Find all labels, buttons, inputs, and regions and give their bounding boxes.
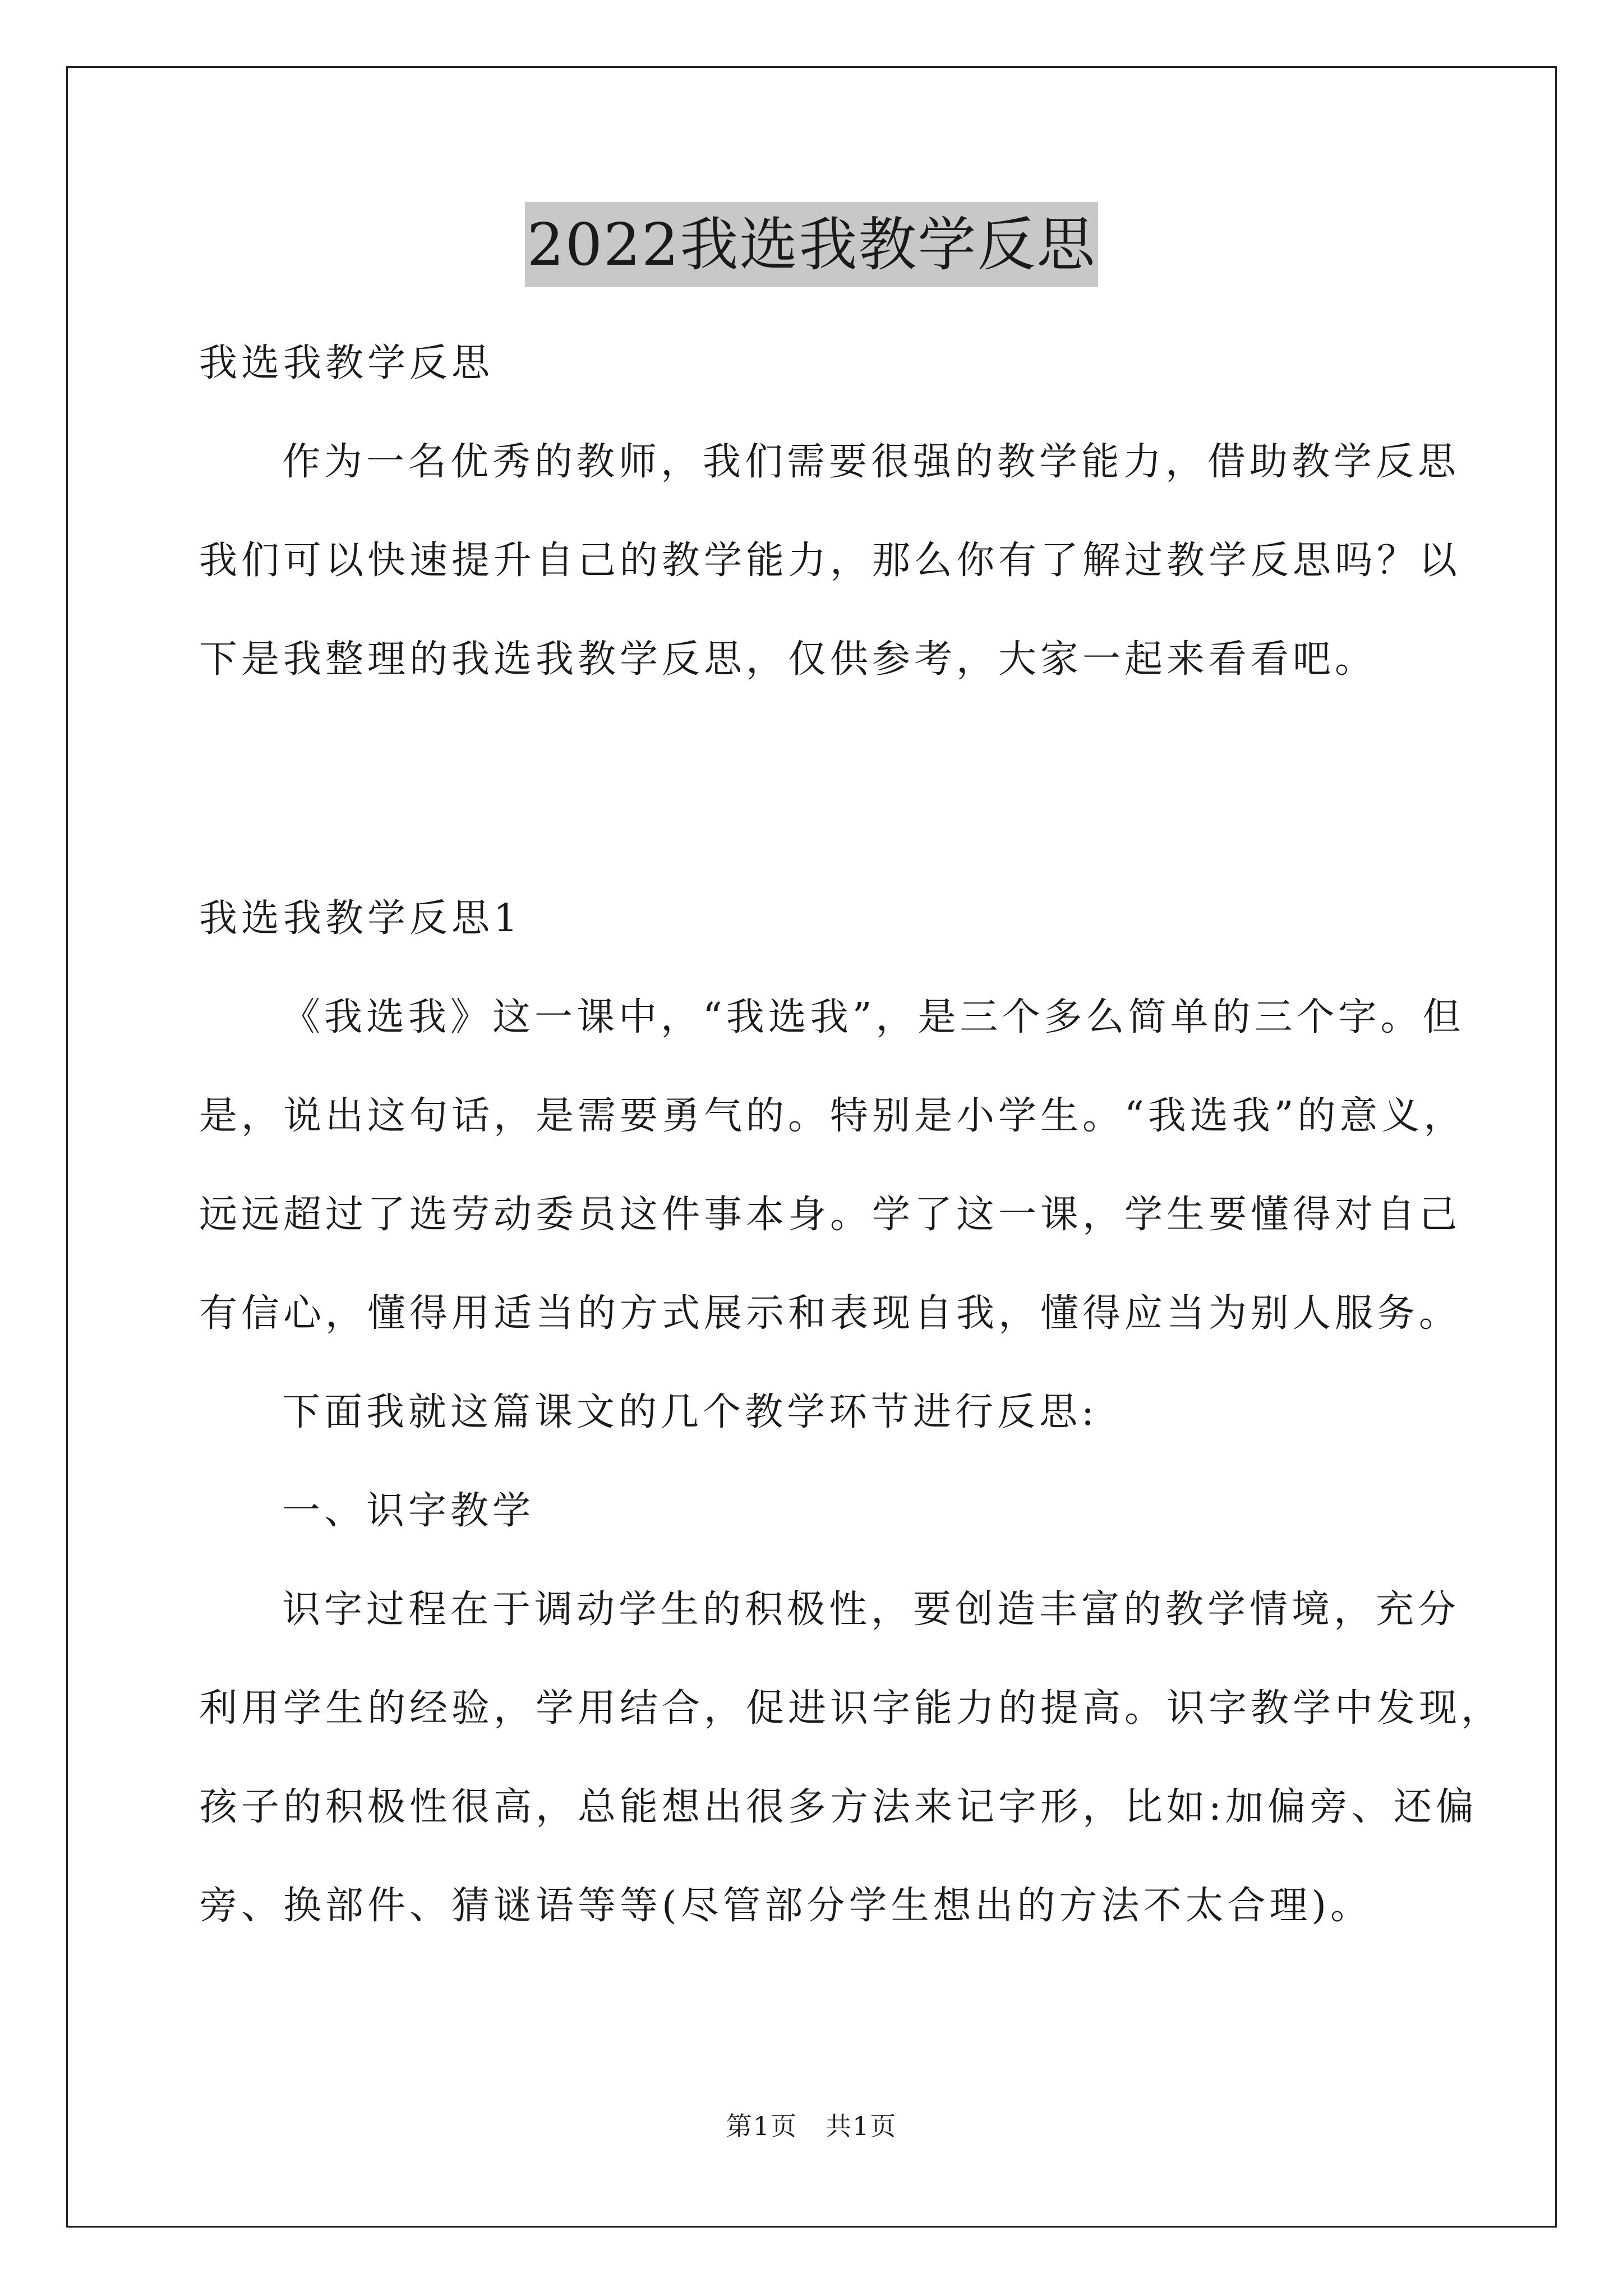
body-line: 旁、换部件、猜谜语等等(尽管部分学生想出的方法不太合理)。	[199, 1884, 1373, 1928]
intro-line: 作为一名优秀的教师，我们需要很强的教学能力，借助教学反思	[282, 440, 1460, 484]
document-title: 2022我选我教学反思	[525, 202, 1099, 287]
body-line: 是，说出这句话，是需要勇气的。特别是小学生。“我选我”的意义，	[199, 1094, 1466, 1138]
page-footer	[0, 2109, 1623, 2143]
body-line: 利用学生的经验，学用结合，促进识字能力的提高。识字教学中发现，	[199, 1686, 1504, 1731]
body-line: 《我选我》这一课中，“我选我”，是三个多么简单的三个字。但	[282, 995, 1465, 1039]
body-line: 远远超过了选劳动委员这件事本身。学了这一课，学生要懂得对自己	[199, 1193, 1461, 1237]
section-heading: 我选我教学反思	[199, 341, 494, 385]
body-line: 有信心，懂得用适当的方式展示和表现自我，懂得应当为别人服务。	[199, 1291, 1461, 1336]
part-heading: 我选我教学反思1	[199, 896, 522, 941]
page-total: 共1页	[826, 2111, 897, 2141]
intro-section	[199, 314, 1461, 709]
subheading-literacy: 一、识字教学	[282, 1489, 535, 1533]
title-wrap	[0, 202, 1623, 287]
part-one-section	[199, 869, 1504, 1955]
page-current: 第1页	[726, 2111, 797, 2141]
body-line: 识字过程在于调动学生的积极性，要创造丰富的教学情境，充分	[282, 1588, 1460, 1632]
intro-line: 我们可以快速提升自己的教学能力，那么你有了解过教学反思吗？以	[199, 539, 1461, 583]
body-line: 下面我就这篇课文的几个教学环节进行反思:	[282, 1390, 1098, 1434]
body-line: 孩子的积极性很高，总能想出很多方法来记字形，比如:加偏旁、还偏	[199, 1785, 1478, 1829]
intro-line: 下是我整理的我选我教学反思，仅供参考，大家一起来看看吧。	[199, 637, 1377, 682]
